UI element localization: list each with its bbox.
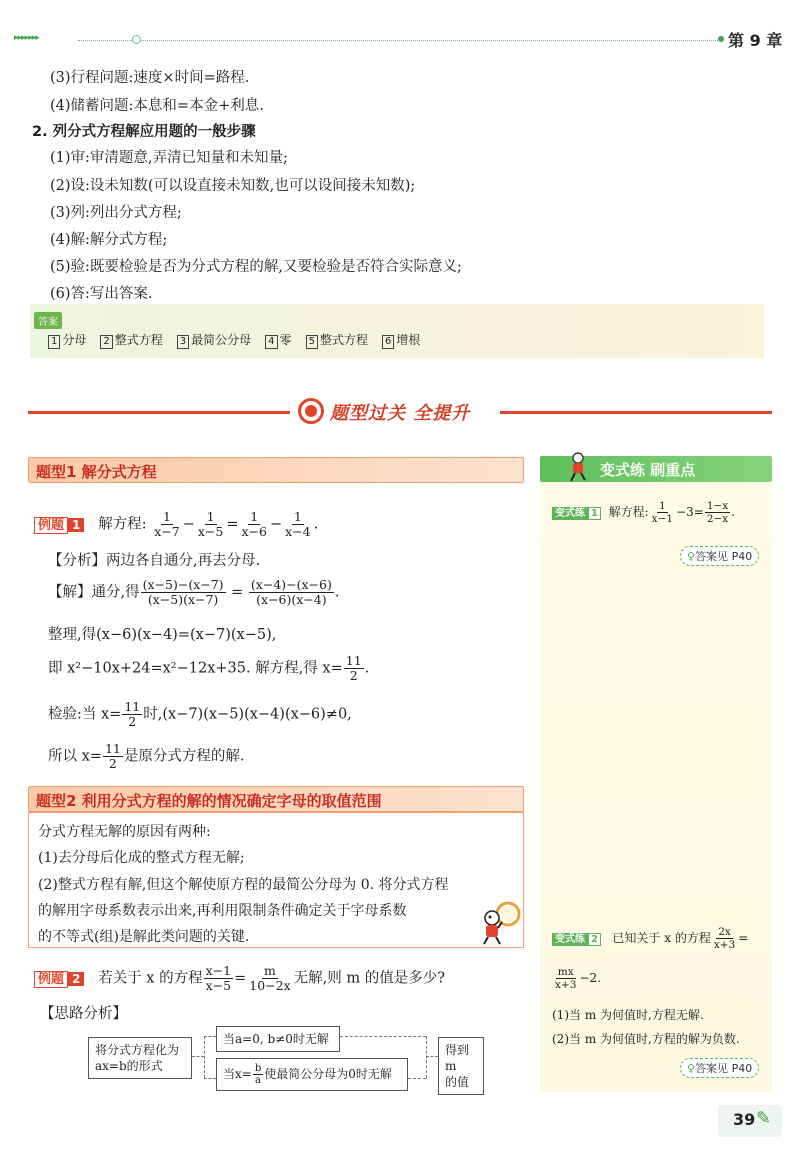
- flow-text: 当x=: [223, 1067, 252, 1081]
- banner-rule-right: [500, 411, 772, 414]
- analysis-line: 【分析】两边各自通分,再去分母.: [48, 553, 261, 569]
- variant1-prompt: 解方程:: [608, 505, 649, 519]
- flow-connector: [340, 1036, 426, 1037]
- fraction: $\frac{1}{x-7}$: [154, 509, 180, 539]
- answer-ref-link[interactable]: [680, 1058, 759, 1078]
- type1-title: 题型1 解分式方程: [36, 463, 157, 481]
- tip-line: 的不等式(组)是解此类问题的关键.: [38, 929, 250, 945]
- answer-ref-link[interactable]: [680, 546, 759, 566]
- variant1-op: −3=: [676, 505, 704, 519]
- key-icon: ♀: [687, 550, 696, 563]
- example-label: 例题: [38, 971, 65, 987]
- answer-item: [306, 331, 368, 349]
- fraction: $\frac{11}{2}$: [104, 741, 121, 771]
- list-item: (4)储蓄问题:本息和=本金+利息.: [50, 98, 264, 114]
- fraction: $\frac{1}{x-5}$: [197, 509, 224, 539]
- step-item: (5)验:既要检验是否为分式方程的解,又要检验是否符合实际意义;: [50, 259, 462, 275]
- answer-text: 整式方程: [319, 333, 368, 347]
- flow-box-left: [88, 1037, 192, 1079]
- fraction: $\frac{11}{2}$: [345, 653, 362, 683]
- example2-prompt: 若关于 x 的方程: [98, 970, 203, 987]
- expand-text: 即 x²−10x+24=x²−12x+35. 解方程,得 x=: [48, 660, 343, 677]
- variant-tag: 变式练: [552, 933, 588, 946]
- flow-text: ax=b的形式: [95, 1059, 163, 1073]
- step-item: (1)审:审清题意,弄清已知量和未知量;: [50, 150, 288, 166]
- answer-item: [100, 331, 162, 349]
- idea-label: 【思路分析】: [40, 1006, 127, 1022]
- fraction: $\frac{m}{10-2x}$: [249, 963, 291, 993]
- example2-line: 例题 2 若关于 x 的方程 $\frac{x-1}{x-5}$ = $\frac{m}{10-2x}$ 无解,则 m 的值是多少?: [34, 964, 445, 993]
- pencil-logo-icon: ✎: [756, 1108, 772, 1129]
- check-text: 时,(x−7)(x−5)(x−4)(x−6)≠0,: [143, 706, 352, 723]
- answer-text: 零: [279, 333, 292, 347]
- ref-text: 答案见: [695, 550, 729, 563]
- key-icon: ♀: [687, 1062, 696, 1075]
- fraction: $\frac{x-1}{x-5}$: [205, 963, 232, 993]
- variant2-q1: (1)当 m 为何值时,方程无解.: [552, 1008, 704, 1022]
- fraction: $\frac{(x-4)-(x-6)}{(x-6)(x-4)}$: [250, 577, 332, 607]
- flow-box-top: 当a=0, b≠0时无解: [216, 1026, 340, 1052]
- answer-number: 2: [100, 335, 112, 349]
- flow-text: 的值: [445, 1075, 470, 1089]
- conclusion-line: [48, 742, 244, 771]
- header-rule: [78, 40, 718, 41]
- flow-connector: [204, 1036, 216, 1037]
- header-ring: [132, 35, 141, 44]
- answer-text: 整式方程: [114, 333, 163, 347]
- variant2-q2: (2)当 m 为何值时,方程的解为负数.: [552, 1032, 740, 1046]
- example2-prompt: 无解,则 m 的值是多少?: [293, 970, 445, 987]
- answer-item: [265, 331, 291, 349]
- answer-item: [177, 331, 251, 349]
- step-item: (2)设:设未知数(可以设直接未知数,也可以设间接未知数);: [50, 178, 416, 194]
- step-item: (6)答:写出答案.: [50, 286, 153, 302]
- section-title: 2. 列分式方程解应用题的一般步骤: [32, 124, 256, 140]
- ref-page: P40: [731, 1062, 753, 1075]
- answer-item: [382, 331, 420, 349]
- variant2-line-cont: [552, 966, 601, 991]
- flow-connector: [426, 1036, 427, 1078]
- variant2-line: [552, 926, 748, 951]
- variant1-line: [552, 500, 735, 525]
- answer-text: 增根: [396, 333, 421, 347]
- header-dot: [718, 36, 724, 42]
- example1-line: 例题 1 解方程: $\frac{1}{x-7}$ − $\frac{1}{x-5}$ = $\frac{1}{x-6}$ − $\frac{1}{x-4}$ .: [34, 510, 318, 539]
- example-tag: [34, 517, 68, 534]
- fraction: $\frac{1}{x-1}$: [651, 500, 674, 525]
- target-center-icon: [305, 405, 317, 417]
- expand-line: 即 x²−10x+24=x²−12x+35. 解方程,得 x= $\frac{11}{2}$ .: [48, 653, 370, 683]
- answer-number: 3: [177, 335, 189, 349]
- flow-text: 使最简公分母为0时无解: [264, 1067, 392, 1081]
- fraction: $\frac{1}{x-4}$: [285, 509, 311, 539]
- variant2-prompt: 已知关于 x 的方程: [612, 931, 711, 945]
- flow-box-bottom: [216, 1058, 408, 1091]
- fraction: $\frac{mx}{x+3}$: [555, 966, 577, 991]
- simplify-line: 整理,得(x−6)(x−4)=(x−7)(x−5),: [48, 627, 277, 643]
- fraction: $\frac{1}{x-6}$: [241, 509, 267, 539]
- check-line: [48, 700, 352, 729]
- answer-number: 6: [382, 335, 394, 349]
- banner-title: 题型过关 全提升: [330, 403, 471, 424]
- solve-label: 【解】通分,得: [48, 584, 140, 601]
- fraction: $\frac{(x-5)-(x-7)}{(x-5)(x-7)}$: [142, 577, 224, 607]
- answer-number: 1: [48, 335, 60, 349]
- variant1-end: .: [731, 505, 736, 519]
- ref-page: P40: [731, 550, 753, 563]
- variant2-tail: −2.: [579, 971, 601, 985]
- step-item: (3)列:列出分式方程;: [50, 205, 182, 221]
- tip-line: 的解用字母系数表示出来,再利用限制条件确定关于字母系数: [38, 903, 407, 919]
- step-item: (4)解:解分式方程;: [50, 232, 168, 248]
- header-arrows: ▸▸▸▸▸▸▸: [14, 33, 39, 43]
- answer-list: [48, 331, 420, 349]
- flow-connector: [204, 1036, 205, 1078]
- side-panel: [540, 478, 772, 1092]
- type2-title: 题型2 利用分式方程的解的情况确定字母的取值范围: [36, 792, 382, 810]
- flow-connector: [408, 1078, 426, 1079]
- answer-text: 最简公分母: [191, 333, 252, 347]
- flow-text: 得到m: [445, 1043, 470, 1073]
- variant2-op: =: [738, 931, 749, 945]
- example-label: 例题: [38, 517, 65, 533]
- fraction: $\frac{11}{2}$: [124, 699, 141, 729]
- tip-line: 分式方程无解的原因有两种:: [38, 824, 211, 840]
- flow-box-right: [438, 1037, 484, 1095]
- variant-number: 1: [588, 507, 601, 520]
- flow-text: 将分式方程化为: [95, 1043, 180, 1057]
- fraction: $\frac{2x}{x+3}$: [713, 926, 736, 951]
- fraction: $\frac{b}{a}$: [254, 1063, 262, 1086]
- runner-icon: [566, 452, 590, 482]
- conclusion-text: 所以 x=: [48, 748, 102, 765]
- mascot-magnifier-icon: [478, 900, 522, 946]
- example1-prompt: 解方程:: [98, 516, 147, 533]
- list-item: (3)行程问题:速度×时间=路程.: [50, 70, 250, 86]
- ref-text: 答案见: [695, 1062, 729, 1075]
- banner-rule-left: [28, 411, 290, 414]
- side-title: 变式练 刷重点: [600, 461, 696, 479]
- conclusion-text: 是原分式方程的解.: [123, 748, 245, 765]
- tip-line: (2)整式方程有解,但这个解使原方程的最简公分母为 0. 将分式方程: [38, 877, 449, 893]
- example-number: 1: [68, 518, 84, 532]
- tip-line: (1)去分母后化成的整式方程无解;: [38, 850, 245, 866]
- check-text: 检验:当 x=: [48, 706, 122, 723]
- flow-connector: [204, 1078, 216, 1079]
- answer-tag: 答案: [34, 312, 62, 329]
- answer-text: 分母: [62, 333, 87, 347]
- chapter-label: 第 9 章: [728, 31, 783, 50]
- answer-item: [48, 331, 86, 349]
- variant-number: 2: [588, 933, 601, 946]
- fraction: $\frac{1-x}{2-x}$: [706, 500, 729, 525]
- flow-connector: [426, 1056, 438, 1057]
- answer-number: 5: [306, 335, 318, 349]
- example-number: 2: [68, 972, 84, 986]
- flow-connector: [192, 1056, 204, 1057]
- page-number: 39: [733, 1110, 756, 1129]
- variant-tag: 变式练: [552, 507, 588, 520]
- solve-line: 【解】通分,得 $\frac{(x-5)-(x-7)}{(x-5)(x-7)}$ = $\frac{(x-4)-(x-6)}{(x-6)(x-4)}$ .: [48, 577, 340, 607]
- example-tag: [34, 971, 68, 988]
- answer-number: 4: [265, 335, 277, 349]
